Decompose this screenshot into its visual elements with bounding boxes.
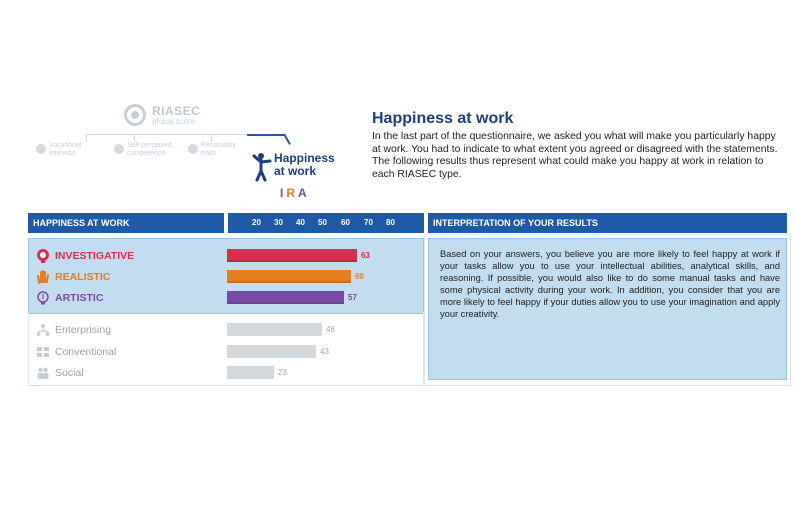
nav-connector-tick (211, 134, 212, 142)
score-value: 60 (355, 272, 364, 281)
riasec-title: RIASEC (152, 103, 201, 118)
nav-item-label: interests (49, 150, 76, 157)
riasec-subtitle: global score (152, 116, 196, 126)
type-row-enterprising (35, 321, 111, 339)
nav-item-personality-traits[interactable] (188, 142, 236, 158)
scale-tick: 60 (341, 218, 350, 227)
page-title: Happiness at work (372, 110, 514, 127)
hand-icon (35, 269, 51, 285)
type-row-artistic (35, 289, 103, 307)
org-icon (35, 322, 51, 338)
nav-item-label: Self-perceived (127, 142, 172, 149)
scale-tick: 40 (296, 218, 305, 227)
nav-active-label-2: at work (274, 164, 317, 178)
type-row-investigative (35, 247, 134, 265)
score-bar (227, 291, 344, 304)
scale-header (228, 213, 424, 233)
nav-item-label: traits (201, 150, 217, 157)
riasec-badge (124, 104, 200, 126)
riasec-logo-icon (124, 104, 146, 126)
type-name: Social (55, 367, 84, 379)
nav-item-happiness-at-work[interactable] (252, 152, 335, 182)
intro-text: In the last part of the questionnaire, we asked you what will make you particularly happy at work. You had to indicate to what extent you agreed or disagreed with the statements. The following results thus represent what could make you happy at work in relation to each RIASEC type. (372, 131, 778, 180)
score-bar (227, 366, 274, 379)
type-name: Conventional (55, 346, 117, 358)
nav-connector-tick (134, 134, 135, 142)
type-row-social (35, 364, 84, 382)
nav-connector-active (247, 134, 285, 136)
nav-item-label: Vocational (49, 142, 82, 149)
people-icon (35, 365, 51, 381)
type-name: Enterprising (55, 324, 112, 336)
riasec-code (280, 186, 310, 200)
score-bar (227, 345, 316, 358)
scale-tick: 50 (318, 218, 327, 227)
code-letter-i: I (280, 186, 287, 200)
scale-tick: 80 (386, 218, 395, 227)
score-value: 57 (348, 293, 357, 302)
nav-item-self-perceived-competence[interactable] (114, 142, 172, 158)
type-name: INVESTIGATIVE (55, 250, 135, 262)
type-name: REALISTIC (55, 271, 111, 283)
score-value: 46 (326, 325, 335, 334)
vocational-icon (36, 144, 46, 154)
nav-item-label: competence (127, 150, 166, 157)
type-row-conventional (35, 343, 116, 361)
interpretation-header: INTERPRETATION OF YOUR RESULTS (428, 213, 787, 233)
happiness-header: HAPPINESS AT WORK (28, 213, 224, 233)
nav-active-label-1: Happiness (274, 151, 335, 165)
type-name: ARTISTIC (55, 292, 104, 304)
competence-icon (114, 144, 124, 154)
grid-icon (35, 344, 51, 360)
nav-item-vocational-interests[interactable] (36, 142, 81, 158)
cheering-person-icon (252, 152, 272, 182)
score-bar (227, 270, 351, 283)
code-letter-r: R (286, 186, 299, 200)
code-letter-a: A (298, 186, 310, 200)
score-value: 43 (320, 347, 329, 356)
personality-icon (188, 144, 198, 154)
scale-tick: 20 (252, 218, 261, 227)
type-row-realistic (35, 268, 110, 286)
scale-tick: 70 (364, 218, 373, 227)
score-value: 23 (278, 368, 287, 377)
score-bar (227, 323, 322, 336)
score-bar (227, 249, 357, 262)
brain-icon (35, 248, 51, 264)
score-value: 63 (361, 251, 370, 260)
nav-connector-active (283, 134, 291, 145)
interpretation-text: Based on your answers, you believe you are more likely to feel happy at work if your tasks allow you to use your intellectual abilities, analytical skills, and reasoning. If possible, you would also like to do some manual tasks and have some physical activity during your work. In addition, you consider that you are more likely to feel happy if your duties allow you to use your imagination and apply your creativity. (440, 249, 780, 320)
nav-connector-tick (86, 134, 87, 142)
bulb-icon (35, 290, 51, 306)
scale-tick: 30 (274, 218, 283, 227)
nav-item-label: Personality (201, 142, 236, 149)
riasec-navigation (28, 100, 358, 205)
